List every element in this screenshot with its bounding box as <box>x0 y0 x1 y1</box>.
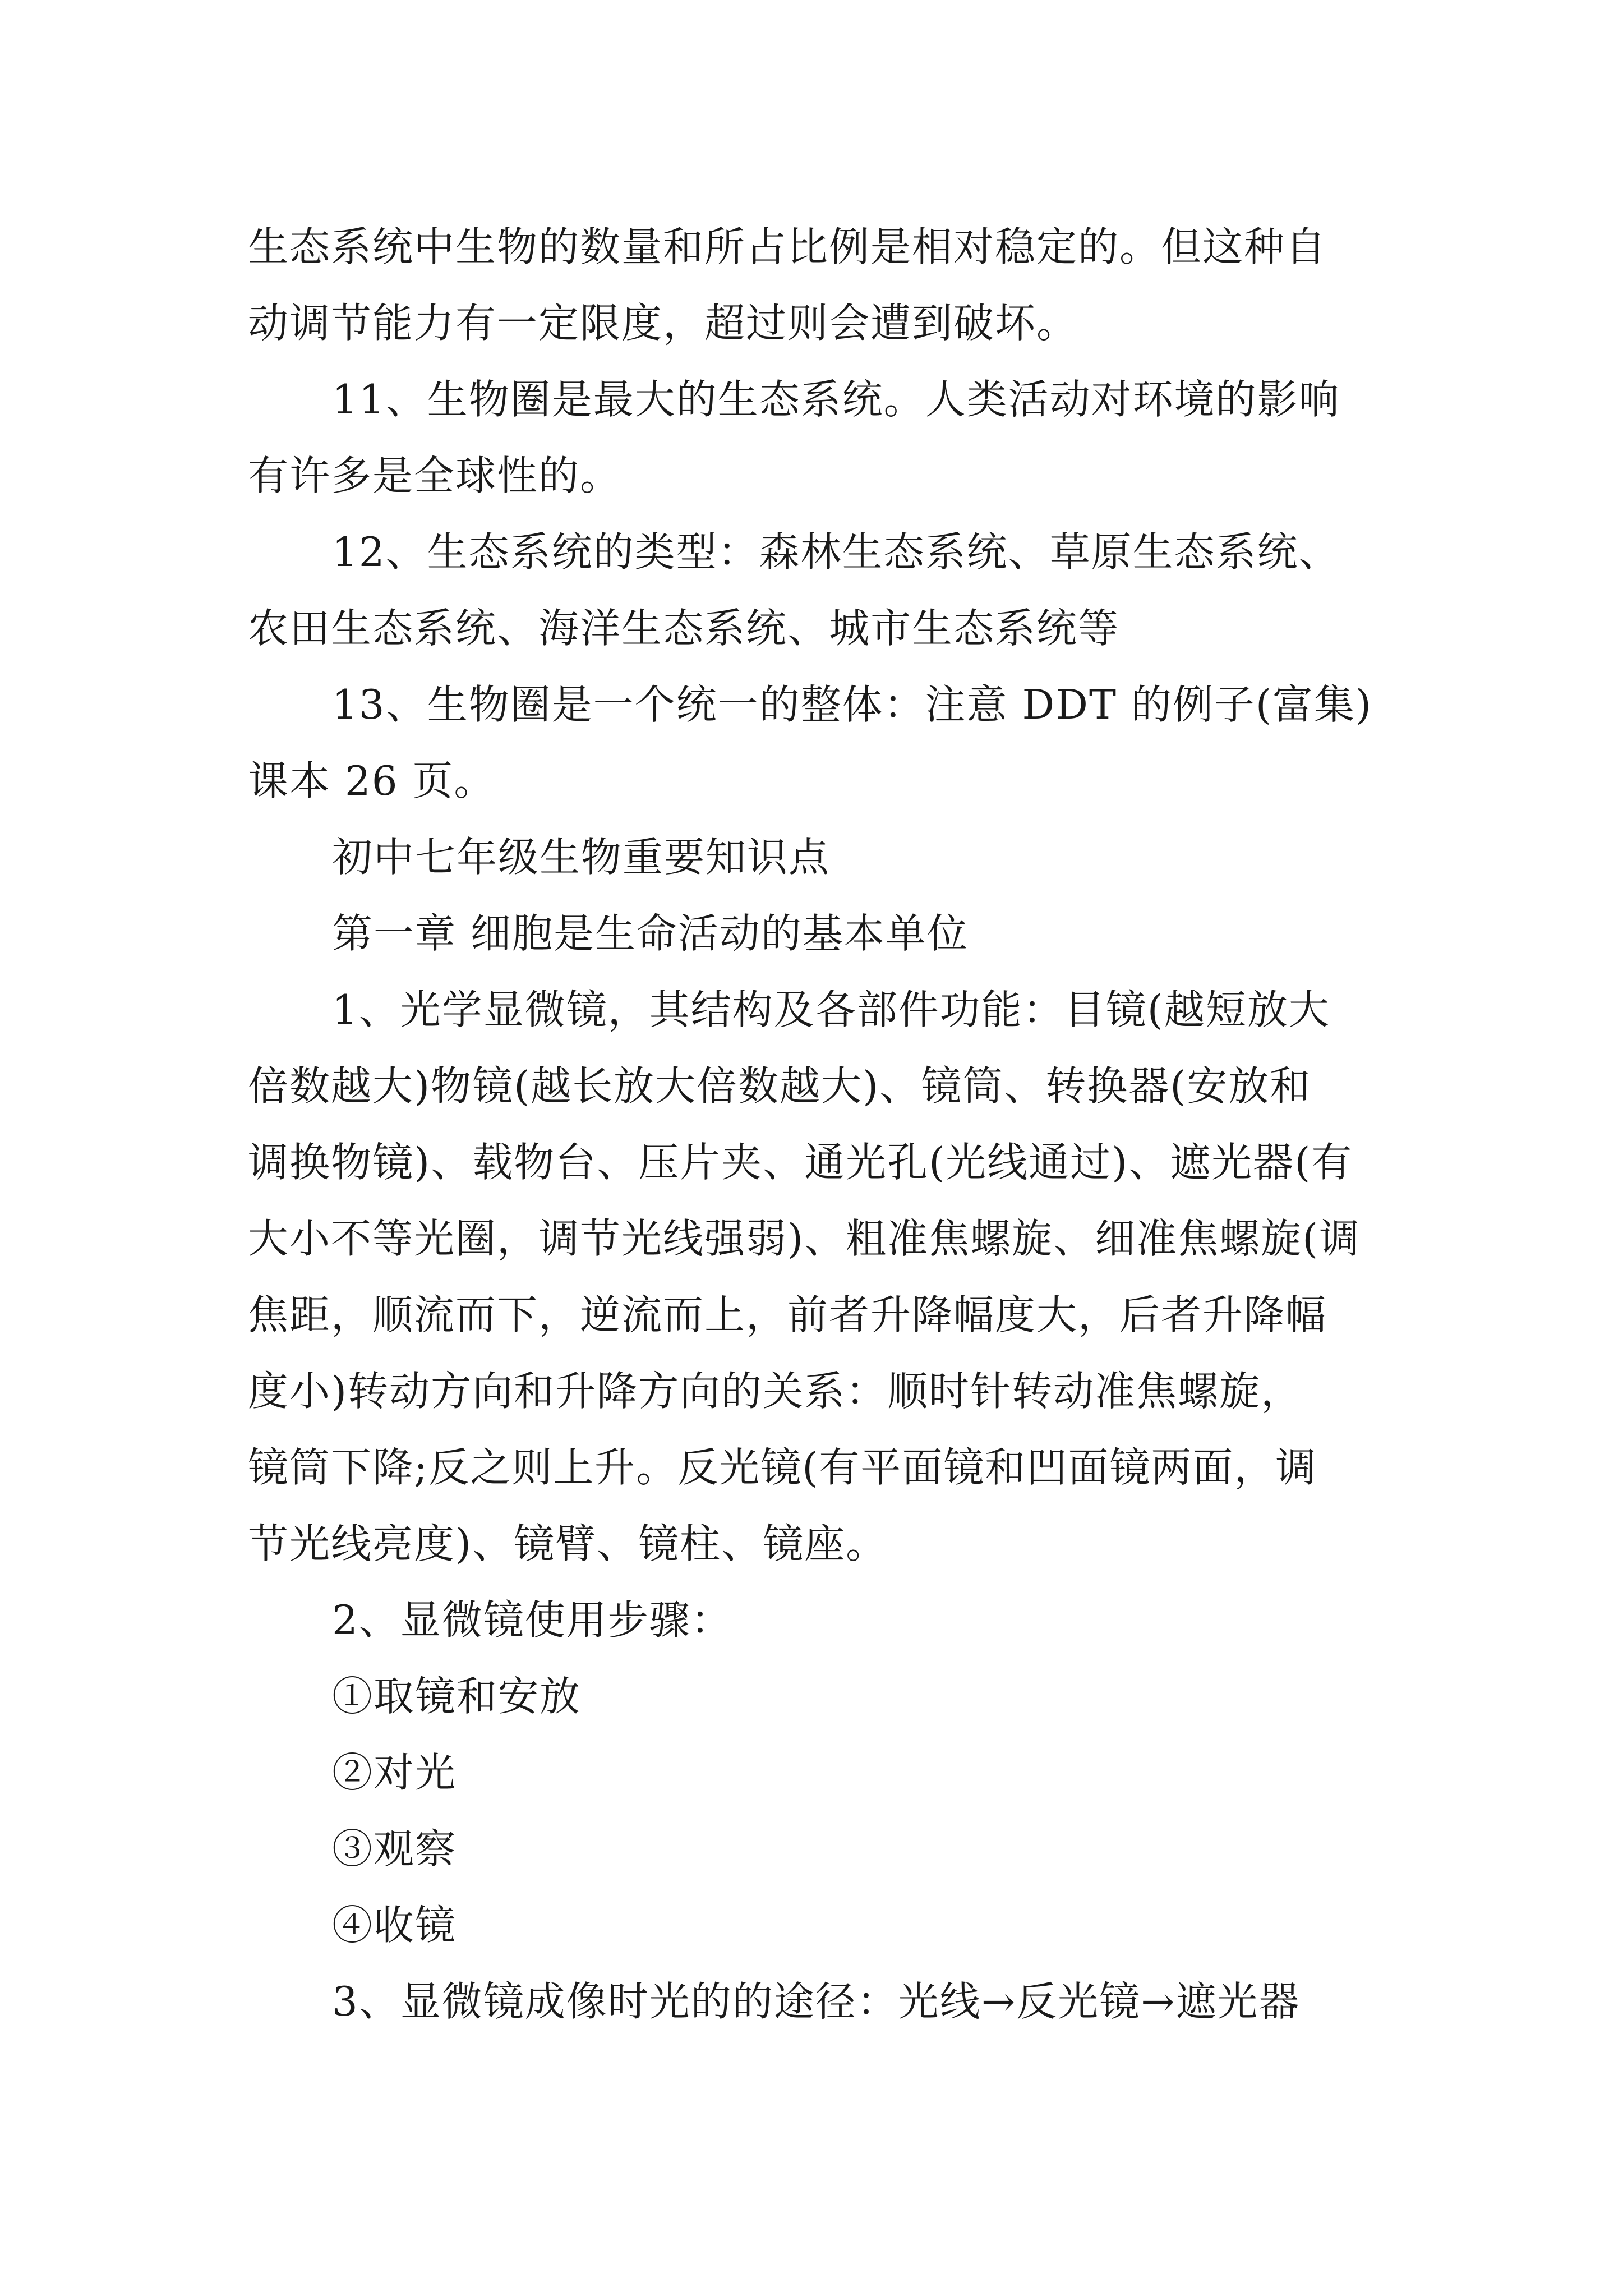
text-line: 农田生态系统、海洋生态系统、城市生态系统等 <box>248 605 1120 652</box>
text-line: 3、显微镜成像时光的的途径：光线→反光镜→遮光器 <box>332 1978 1301 2025</box>
list-item: ③观察 <box>332 1825 457 1872</box>
chapter-heading: 第一章 细胞是生命活动的基本单位 <box>332 910 969 957</box>
text-line: 焦距，顺流而下，逆流而上，前者升降幅度大，后者升降幅 <box>248 1291 1327 1338</box>
text-line: 11、生物圈是最大的生态系统。人类活动对环境的影响 <box>332 376 1340 423</box>
list-item: ②对光 <box>332 1749 457 1796</box>
text-line: 动调节能力有一定限度，超过则会遭到破坏。 <box>248 300 1078 347</box>
text-line: 节光线亮度)、镜臂、镜柱、镜座。 <box>248 1520 888 1567</box>
text-line: 12、生态系统的类型：森林生态系统、草原生态系统、 <box>332 528 1340 576</box>
document-body <box>248 209 1386 2040</box>
text-line: 13、生物圈是一个统一的整体：注意 DDT 的例子(富集) <box>332 681 1373 728</box>
text-line: 大小不等光圈，调节光线强弱)、粗准焦螺旋、细准焦螺旋(调 <box>248 1215 1361 1262</box>
text-line: 有许多是全球性的。 <box>248 452 622 499</box>
text-line: 度小)转动方向和升降方向的关系：顺时针转动准焦螺旋， <box>248 1368 1303 1415</box>
list-item: ①取镜和安放 <box>332 1673 582 1720</box>
text-line: 倍数越大)物镜(越长放大倍数越大)、镜筒、转换器(安放和 <box>248 1062 1312 1110</box>
text-line: 镜筒下降;反之则上升。反光镜(有平面镜和凹面镜两面，调 <box>248 1444 1317 1491</box>
text-line: 1、光学显微镜，其结构及各部件功能：目镜(越短放大 <box>332 986 1330 1033</box>
text-line: 生态系统中生物的数量和所占比例是相对稳定的。但这种自 <box>248 223 1327 270</box>
text-line: 2、显微镜使用步骤： <box>332 1596 732 1644</box>
text-line: 课本 26 页。 <box>248 757 496 804</box>
text-line: 调换物镜)、载物台、压片夹、通光孔(光线通过)、遮光器(有 <box>248 1139 1353 1186</box>
list-item: ④收镜 <box>332 1902 457 1949</box>
section-heading: 初中七年级生物重要知识点 <box>332 834 831 881</box>
